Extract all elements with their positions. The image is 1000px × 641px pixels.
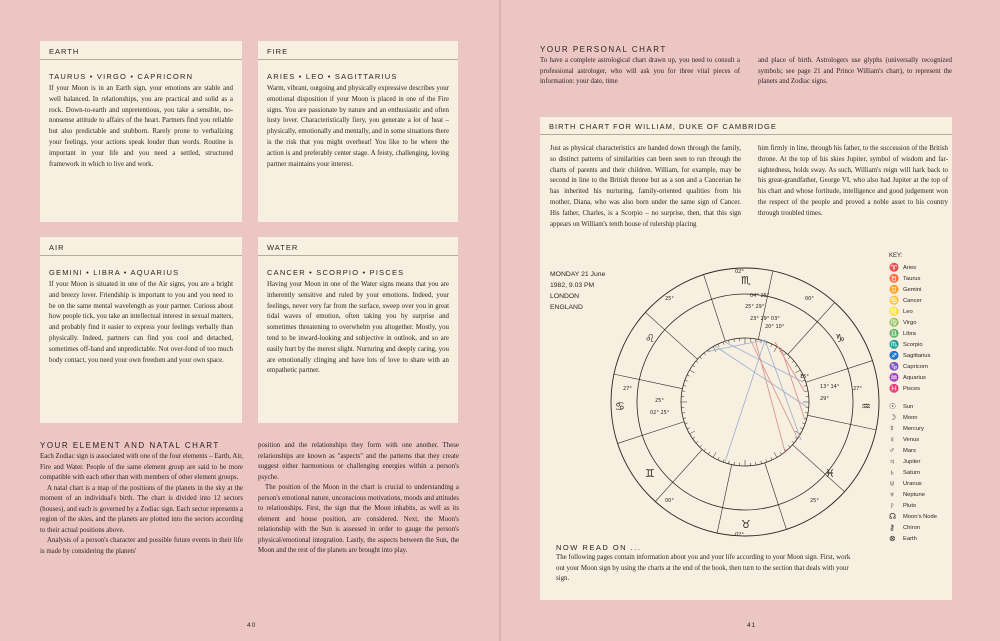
key-signs [889, 262, 937, 394]
birth-date: MONDAY 21 June [550, 271, 606, 278]
water-box [258, 237, 458, 423]
degree-label: 02° [735, 269, 744, 275]
key-label: Moon's Node [903, 513, 937, 520]
key-row [889, 262, 937, 273]
degree-label: 02° [735, 532, 744, 538]
degree-tick [800, 428, 803, 429]
key-row [889, 317, 937, 328]
house-line [765, 463, 787, 530]
air-box [40, 237, 242, 423]
key-row [889, 478, 937, 489]
key-label: Cancer [903, 297, 922, 304]
key-glyph-icon: ♂ [889, 446, 895, 455]
degree-tick [682, 413, 685, 414]
degree-label: 02° 25° [650, 410, 670, 416]
house-line [655, 450, 702, 502]
now-read-title: NOW READ ON ... [556, 543, 642, 552]
key-row [889, 533, 937, 544]
degree-tick [788, 445, 790, 447]
section-title-personal-chart: YOUR PERSONAL CHART [540, 45, 667, 54]
house-line [793, 445, 845, 492]
aspect-line [775, 342, 805, 392]
degree-tick [687, 375, 690, 376]
degree-tick [685, 380, 688, 381]
degree-tick [708, 452, 710, 454]
degree-tick [693, 365, 695, 367]
degree-label: 25° 29° [745, 304, 765, 310]
degree-tick [700, 445, 702, 447]
key-label: Saturn [903, 469, 921, 476]
degree-tick [734, 339, 735, 342]
key-glyph-icon: ♈ [889, 263, 899, 272]
key-row [889, 456, 937, 467]
key-row [889, 412, 937, 423]
pisces-glyph: ♓ [825, 467, 835, 480]
birth-time: 1982, 9.03 PM [550, 282, 595, 289]
chart-header: BIRTH CHART FOR WILLIAM, DUKE OF CAMBRIDGE [540, 117, 952, 135]
key-row [889, 306, 937, 317]
degree-label: 13° 14° [820, 384, 840, 390]
element-col-1 [40, 452, 243, 557]
degree-tick [690, 431, 695, 434]
key-row [889, 522, 937, 533]
aspect-line [750, 339, 797, 437]
key-row [889, 423, 937, 434]
box-text: If your Moon is in an Earth sign, your emotions are stable and well balanced. In relationships, you are practical and solid as a rock. Down-to-earth and unpretentious, you take a sensible, no-nonsense attitude to affairs of the heart. Partners find you reliable but also predictable and stubborn. Rarely prone to verbalizing your feelings, your actions speak louder than words. Routine is important in your life and you need a settled, structured framework in which to live and work. [49, 85, 233, 168]
aquarius-glyph: ♒ [861, 400, 871, 413]
degree-tick [682, 391, 685, 392]
degree-tick [804, 385, 807, 386]
degree-tick [704, 449, 706, 451]
house-line [788, 302, 835, 354]
key-label: Neptune [903, 491, 925, 498]
box-signs: ARIES • LEO • SAGITTARIUS [267, 72, 398, 81]
key-label: Jupiter [903, 458, 921, 465]
page-number-left: 40 [247, 622, 257, 629]
key-label: Uranus [903, 480, 922, 487]
scorpio-glyph: ♏ [741, 274, 751, 287]
degree-tick [723, 459, 724, 462]
key-row [889, 295, 937, 306]
earth-box [40, 41, 242, 222]
degree-label: 23° 29° 03° [750, 316, 780, 322]
degree-label: 29° [820, 396, 829, 402]
aspect-line [781, 348, 805, 420]
cancer-glyph: ♋ [615, 400, 625, 413]
key-label: Sun [903, 403, 914, 410]
key-label: Mars [903, 447, 916, 454]
key-label: Earth [903, 535, 917, 542]
degree-tick [774, 452, 777, 457]
key-glyph-icon: ♃ [889, 457, 895, 466]
degree-label: 25° [665, 296, 674, 302]
key-glyph-icon: ☿ [889, 424, 895, 433]
key-row [889, 328, 937, 339]
house-line [618, 422, 685, 444]
intro-col-1: To have a complete astrological chart drawn up, you need to consult a professional astrologer, who will ask you for three vital pieces of information: your date, time [540, 57, 740, 85]
key-row [889, 339, 937, 350]
key-glyph-icon: ♋ [889, 296, 899, 305]
degree-tick [723, 342, 724, 345]
key-glyph-icon: ♀ [889, 435, 895, 444]
aspect-line [715, 346, 807, 407]
degree-tick [713, 347, 716, 352]
house-line [717, 465, 732, 533]
degree-tick [802, 423, 805, 424]
degree-tick [696, 361, 698, 363]
key-glyph-icon: ♅ [889, 479, 895, 488]
degree-tick [788, 357, 790, 359]
chart-text-col-1: Just as physical characteristics are handed down through the family, so distinct patterns of similarities can been seen to run through the charts of parents and their children. William, for example, may be second in line to the British throne but as a son and a Cancerian he has inherited his nurturing, family-oriented qualities from his mother, Diana, who was also born under the same sign of Cancer. His father, Charles, is a Scorpio – no surprise, then, that this sign appears on William's tenth house of rulership placing [550, 145, 741, 228]
paragraph: A natal chart is a map of the positions of the planets in the sky at the moment of an individual's birth. The chart is divided into 12 sectors (houses), and each is governed by a Zodiac sign. Each sector represents a region of the skies, and the planets are plotted into the sectors according to their actual positions above. [40, 484, 243, 534]
key-label: Aries [903, 264, 917, 271]
key-row [889, 273, 937, 284]
degree-tick [713, 452, 716, 457]
key-glyph-icon: ☽ [889, 413, 897, 422]
degree-tick [771, 457, 772, 460]
aspect-line [725, 342, 803, 382]
key-label: Virgo [903, 319, 917, 326]
paragraph: Analysis of a person's character and possible future events in their life is made by considering the planets' [40, 537, 243, 555]
key-row [889, 284, 937, 295]
zodiac-glyphs [615, 274, 871, 531]
key-label: Taurus [903, 275, 921, 282]
section-title-element: YOUR ELEMENT AND NATAL CHART [40, 441, 220, 450]
chart-key [889, 253, 937, 544]
aspect-lines [705, 339, 807, 462]
key-label: Pluto [903, 502, 917, 509]
degree-label: 20° 10° [765, 324, 785, 330]
key-glyph-icon: ♍ [889, 318, 899, 327]
degree-label: 27° [623, 386, 632, 392]
degree-label: 25° [810, 498, 819, 504]
degree-tick [728, 340, 729, 343]
degree-tick [683, 418, 686, 419]
house-line [806, 361, 873, 383]
key-glyph-icon: ♏ [889, 340, 899, 349]
box-text: Warm, vibrant, outgoing and physically expressive describes your emotional disposition if your Moon is placed in one of the Fire signs. You are passionate by nature and an enthusiastic and often lusty lover. Characteristically fiery, you generate a lot of heat – physically, emotionally and mentally, and in some situations there is the risk that you might overheat! You like to be where the action is and preferably center stage. A feisty, challenging, loving partner maintains your interest. [267, 85, 449, 168]
key-row [889, 372, 937, 383]
key-row [889, 445, 937, 456]
degree-tick [687, 428, 690, 429]
degree-tick [774, 347, 777, 352]
key-label: Leo [903, 308, 913, 315]
degree-tick [802, 380, 805, 381]
paragraph: The position of the Moon in the chart is crucial to understanding a person's emotional nature, unconscious motivations, moods and attitudes to relationships. First, the sign that the Moon inhabits, as well as its element and house position, are considered. Next, the Moon's relationship with the Sun is assessed in order to gauge the person's physical/emotional integration. Lastly, the aspects between the Sun, the Moon and the rest of the planets are brought into play. [258, 484, 459, 554]
key-glyph-icon: ♐ [889, 351, 899, 360]
natal-chart-wheel [605, 262, 885, 542]
key-label: Moon [903, 414, 918, 421]
degree-tick [690, 370, 695, 373]
degree-tick [696, 441, 698, 443]
key-label: Sagittarius [903, 352, 931, 359]
degree-tick [718, 457, 719, 460]
key-row [889, 434, 937, 445]
gemini-glyph: ♊ [645, 467, 655, 480]
degree-tick [756, 462, 757, 465]
degree-tick [805, 413, 808, 414]
box-header: FIRE [258, 41, 458, 60]
key-row [889, 511, 937, 522]
key-glyph-icon: ⊗ [889, 534, 896, 543]
key-row [889, 350, 937, 361]
key-label: Chiron [903, 524, 921, 531]
key-label: Libra [903, 330, 916, 337]
degree-tick [718, 344, 719, 347]
key-label: Scorpio [903, 341, 923, 348]
paragraph: position and the relationships they form with one another. These relationships are known as "aspects" and the patterns that they create suggest either harmonious or challenging energies within a person's psyche. [258, 442, 459, 481]
birth-country: ENGLAND [550, 304, 583, 311]
box-text: Having your Moon in one of the Water signs means that you are inherently sensitive and ruled by your emotions. Indeed, your feelings, never very far from the surface, sweep over you in great tidal waves of emotion, often taking you by surprise and sometimes threatening to overwhelm you altogether. Mostly, you tend to be inward-looking and subjective in outlook, and so are easily hurt by the merest slight. Nurturing and deeply caring, you are emotionally clinging and have lots of love to share with an empathetic partner. [267, 281, 449, 375]
house-line [808, 415, 876, 430]
key-row [889, 401, 937, 412]
box-signs: TAURUS • VIRGO • CAPRICORN [49, 72, 194, 81]
key-glyph-icon: ☊ [889, 512, 897, 521]
degree-tick [685, 423, 688, 424]
key-row [889, 500, 937, 511]
degree-label: 00° [665, 498, 674, 504]
key-label: Venus [903, 436, 920, 443]
degree-label: 25° [655, 398, 664, 404]
degree-tick [771, 344, 772, 347]
element-col-2 [258, 441, 459, 557]
box-header: EARTH [40, 41, 242, 60]
key-label: Aquarius [903, 374, 926, 381]
box-text: If your Moon is situated in one of the Air signs, you are a bright and breezy lover. Friendship is important to you and you need to be on the same mental wavelength as your partner. Curious about how people tick, you take an intellectual interest in sexual matters, and probably find it easier to express your feelings verbally than physically. Indeed, partners can find you cool and detached, sometimes off-hand and unpredictable. Not over-fond of too much body contact, you need your own freedom and your own space. [49, 281, 233, 364]
box-header: AIR [40, 237, 242, 256]
key-glyph-icon: ♊ [889, 285, 899, 294]
key-glyph-icon: ♑ [889, 362, 899, 371]
book-gutter [499, 0, 501, 641]
degree-tick [683, 385, 686, 386]
key-row [889, 361, 937, 372]
key-glyph-icon: ♌ [889, 307, 899, 316]
degree-tick [792, 441, 794, 443]
degree-tick [805, 391, 808, 392]
key-glyph-icon: ♇ [889, 501, 895, 510]
key-row [889, 489, 937, 500]
key-row [889, 467, 937, 478]
degree-label: 15° [800, 374, 809, 380]
chart-text-col-2: him firmly in line, through his father, to the succession of the British throne. At the top of his skies Jupiter, symbol of wisdom and far-sightedness, holds sway. As such, William's reign will hark back to his great-grandfather, George VI, who also had Jupiter at the top of his chart and whose fortitude, intelligence and good judgement won the respect of the people and proved a noble asset to his country through troubled times. [758, 145, 948, 217]
paragraph: Each Zodiac sign is associated with one of the four elements – Earth, Air, Fire and Water. People of the same element group are said to be more compatible with each other than with members of other element groups. [40, 453, 243, 481]
degree-tick [734, 462, 735, 465]
house-line [704, 275, 726, 342]
box-signs: GEMINI • LIBRA • AQUARIUS [49, 268, 180, 277]
taurus-glyph: ♉ [741, 518, 751, 531]
birth-info [550, 269, 605, 313]
key-glyph-icon: ☉ [889, 402, 897, 411]
degree-label: 00° [805, 296, 814, 302]
degree-tick [784, 353, 786, 355]
degree-tick [766, 459, 767, 462]
degree-tick [761, 461, 762, 464]
degree-tick [704, 353, 706, 355]
degree-tick [795, 437, 797, 439]
key-label: Pisces [903, 385, 921, 392]
key-glyph-icon: ♎ [889, 329, 899, 338]
degree-tick [780, 452, 782, 454]
key-glyph-icon: ⚷ [889, 523, 895, 532]
key-glyph-icon: ♒ [889, 373, 899, 382]
capricorn-glyph: ♑ [835, 332, 845, 345]
key-label: Gemini [903, 286, 922, 293]
page-number-right: 41 [747, 622, 757, 629]
leo-glyph: ♌ [645, 332, 655, 345]
key-glyph-icon: ♉ [889, 274, 899, 283]
fire-box [258, 41, 458, 222]
intro-col-2: and place of birth. Astrologers use glyphs (universally recognized symbols; see page 21 and Prince William's chart), to represent the planets and Zodiac signs. [758, 57, 952, 85]
birth-city: LONDON [550, 293, 580, 300]
key-planets [889, 401, 937, 544]
box-header: WATER [258, 237, 458, 256]
key-glyph-icon: ♄ [889, 468, 895, 477]
degree-tick [795, 365, 797, 367]
degree-tick [693, 437, 695, 439]
key-row [889, 383, 937, 394]
degree-tick [792, 361, 794, 363]
degree-label: 27° [853, 386, 862, 392]
key-label: Mercury [903, 425, 924, 432]
degree-tick [795, 370, 800, 373]
degree-tick [728, 461, 729, 464]
key-glyph-icon: ♓ [889, 384, 899, 393]
key-title: KEY: [889, 253, 903, 259]
degree-tick [700, 357, 702, 359]
key-glyph-icon: ♆ [889, 490, 895, 499]
degree-label: 04° 25° [750, 293, 770, 299]
now-read-text: The following pages contain information about you and your life according to your Moon sign. First, work out your Moon sign by using the charts at the end of the book, then turn to the section that deals with your sign. [556, 554, 851, 582]
box-signs: CANCER • SCORPIO • PISCES [267, 268, 405, 277]
key-label: Capricorn [903, 363, 929, 370]
